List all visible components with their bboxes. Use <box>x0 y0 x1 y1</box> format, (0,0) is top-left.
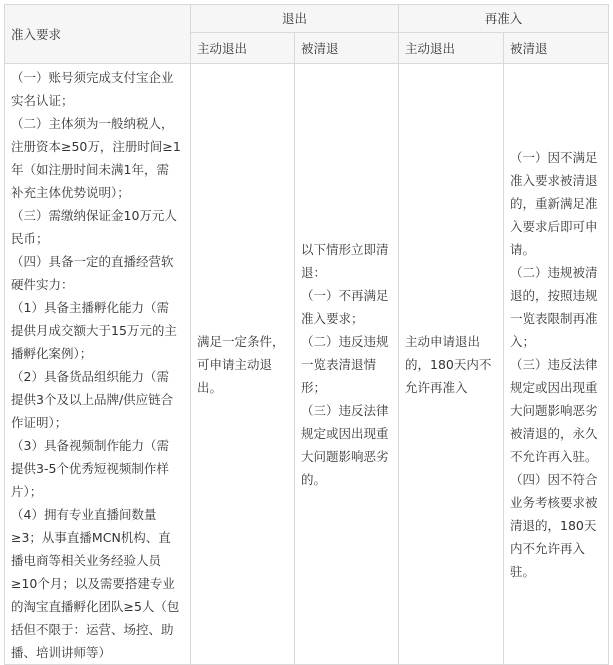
text-line: 提供3个及以上品牌/供应链合 <box>11 392 174 407</box>
text-line: 退的，按照违规 <box>510 287 598 303</box>
text-line: 驻。 <box>510 563 536 579</box>
text-line: 大问题影响恶劣 <box>301 448 389 464</box>
text-line: 可申请主动退 <box>197 356 273 372</box>
header-exit: 退出 <box>191 5 399 33</box>
text-line: 补充主体优势说明）； <box>11 185 130 200</box>
text-line: 出。 <box>197 379 223 395</box>
text-line: 片）； <box>11 484 43 499</box>
readmit-removed-text <box>510 146 602 583</box>
text-line: 退： <box>301 264 327 280</box>
text-line: 作证明）； <box>11 415 68 430</box>
readmit-voluntary-cell <box>399 64 504 665</box>
readmit-voluntary-text <box>405 330 497 399</box>
text-line: 请。 <box>510 241 536 257</box>
text-line: （4）拥有专业直播间数量 <box>11 507 157 522</box>
text-line: 大问题影响恶劣 <box>510 402 598 418</box>
text-line: （3）具备视频制作能力（需 <box>11 438 169 453</box>
text-line: 一览表清退情 <box>301 356 377 372</box>
text-line: （一）因不满足 <box>510 149 598 165</box>
exit-removed-text <box>301 238 392 491</box>
text-line: 播、培训讲师等） <box>11 645 112 660</box>
text-line: 播孵化案例）； <box>11 346 93 361</box>
text-line: 不允许再入驻。 <box>510 448 598 464</box>
text-line: 注册资本≥50万，注册时间≥1 <box>11 139 181 154</box>
text-line: 年（如注册时间未满1年，需 <box>11 162 169 177</box>
text-line: 播电商等相关业务经验人员 <box>11 553 162 568</box>
text-line: ≥3；从事直播MCN机构、直 <box>11 530 171 545</box>
text-line: 硬件实力： <box>11 277 74 292</box>
text-line: 入要求后即可申 <box>510 218 598 234</box>
text-line: （三）违反法律 <box>301 402 389 418</box>
text-line: （1）具备主播孵化能力（需 <box>11 300 169 315</box>
text-line: 内不允许再入 <box>510 540 586 556</box>
text-line: 主动申请退出 <box>405 333 481 349</box>
text-line: 一览表限制再准 <box>510 310 598 326</box>
text-line: （一）不再满足 <box>301 287 389 303</box>
exit-voluntary-cell <box>191 64 295 665</box>
text-line: （二）违规被清 <box>510 264 598 280</box>
text-line: 准入要求； <box>301 310 364 326</box>
header-requirements: 准入要求 <box>5 5 191 64</box>
text-line: 的，重新满足准 <box>510 195 598 211</box>
text-line: 规定或因出现重 <box>301 425 389 441</box>
text-line: （二）主体须为一般纳税人， <box>11 116 174 131</box>
text-line: 被清退的，永久 <box>510 425 598 441</box>
text-line: 括但不限于：运营、场控、助 <box>11 622 174 637</box>
text-line: 规定或因出现重 <box>510 379 598 395</box>
text-line: 形； <box>301 379 327 395</box>
text-line: 入； <box>510 333 536 349</box>
text-line: 民币； <box>11 231 49 246</box>
header-readmit-voluntary: 主动退出 <box>399 33 504 64</box>
header-exit-voluntary: 主动退出 <box>191 33 295 64</box>
text-line: （二）违反违规 <box>301 333 389 349</box>
readmit-removed-cell <box>504 64 609 665</box>
text-line: ≥10个月；以及需要搭建专业 <box>11 576 175 591</box>
text-line: 提供月成交额大于15万元的主 <box>11 323 177 338</box>
text-line: 清退的，180天 <box>510 517 597 533</box>
text-line: 以下情形立即清 <box>301 241 389 257</box>
exit-removed-cell <box>295 64 399 665</box>
header-readmit-removed: 被清退 <box>504 33 609 64</box>
header-exit-removed: 被清退 <box>295 33 399 64</box>
text-line: （四）具备一定的直播经营软 <box>11 254 174 269</box>
text-line: （一）账号须完成支付宝企业 <box>11 70 174 85</box>
policy-table <box>4 4 609 665</box>
text-line: 的，180天内不 <box>405 356 492 372</box>
text-line: （2）具备货品组织能力（需 <box>11 369 169 384</box>
text-line: 的。 <box>301 471 327 487</box>
requirements-text <box>11 66 184 664</box>
text-line: （三）需缴纳保证金10万元人 <box>11 208 177 223</box>
text-line: 提供3-5个优秀短视频制作样 <box>11 461 169 476</box>
exit-voluntary-text <box>197 330 288 399</box>
text-line: 准入要求被清退 <box>510 172 598 188</box>
text-line: 满足一定条件， <box>197 333 285 349</box>
requirements-cell <box>5 64 191 665</box>
header-readmit: 再准入 <box>399 5 609 33</box>
text-line: 实名认证； <box>11 93 74 108</box>
text-line: （三）违反法律 <box>510 356 598 372</box>
text-line: （四）因不符合 <box>510 471 598 487</box>
text-line: 的淘宝直播孵化团队≥5人（包 <box>11 599 180 614</box>
text-line: 允许再准入 <box>405 379 468 395</box>
text-line: 业务考核要求被 <box>510 494 598 510</box>
